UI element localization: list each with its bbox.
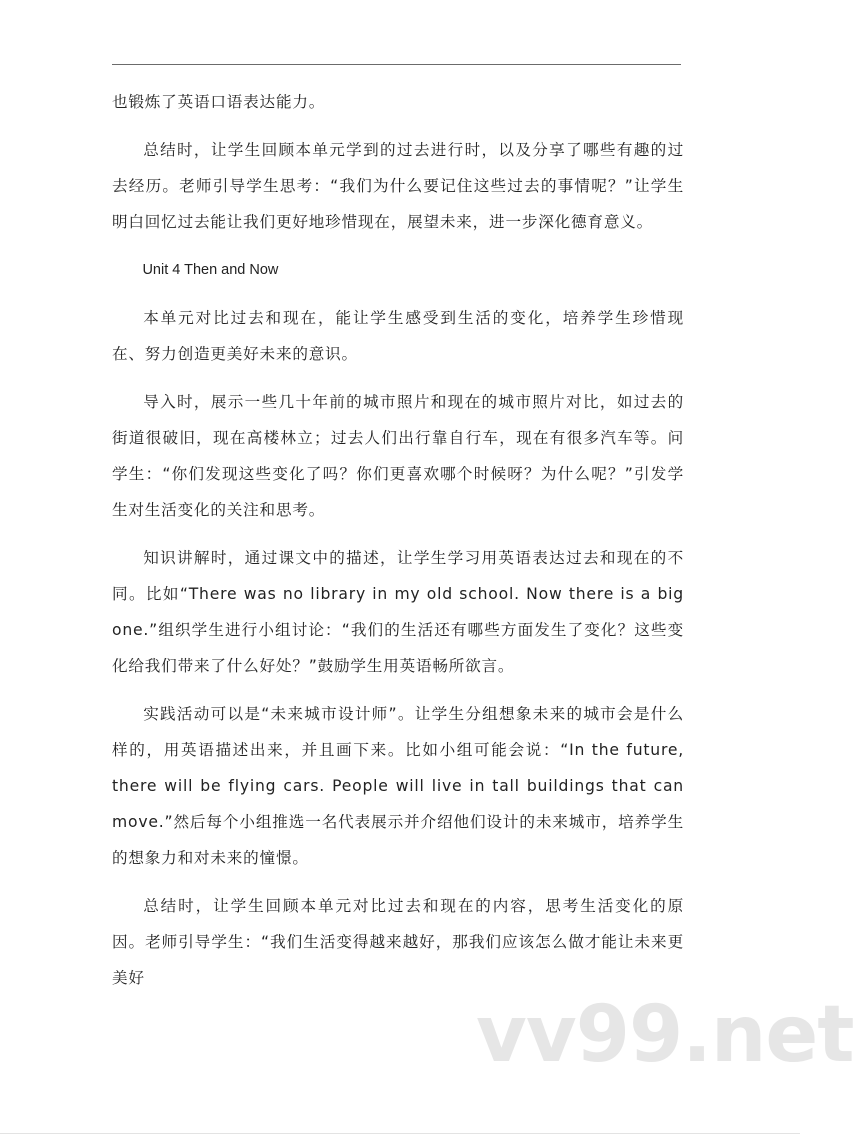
header-rule [112, 64, 681, 65]
paragraph-knowledge: 知识讲解时，通过课文中的描述，让学生学习用英语表达过去和现在的不同。比如“There was no library in my old school. Now there is a big one.”组织学生进行小组讨论：“我们的生活还有哪些方面发生了变化？这些变化给我们带来了什么好处？”鼓励学生用英语畅所欲言。 [112, 549, 684, 675]
unit-heading: Unit 4 Then and Now [142, 262, 279, 278]
paragraph-unit4-intro: 本单元对比过去和现在，能让学生感受到生活的变化，培养学生珍惜现在、努力创造更美好未来的意识。 [112, 309, 684, 363]
document-body [112, 84, 684, 1008]
paragraph-continuation: 也锻炼了英语口语表达能力。 [112, 93, 326, 111]
paragraph-lead-in: 导入时，展示一些几十年前的城市照片和现在的城市照片对比，如过去的街道很破旧，现在高楼林立；过去人们出行靠自行车，现在有很多汽车等。问学生：“你们发现这些变化了吗？你们更喜欢哪个时候呀？为什么呢？”引发学生对生活变化的关注和思考。 [112, 393, 684, 519]
page-bottom-edge [0, 1133, 800, 1134]
paragraph-unit4-summary: 总结时，让学生回顾本单元对比过去和现在的内容，思考生活变化的原因。老师引导学生：“我们生活变得越来越好，那我们应该怎么做才能让未来更美好 [112, 897, 684, 987]
paragraph-practice-activity: 实践活动可以是“未来城市设计师”。让学生分组想象未来的城市会是什么样的，用英语描述出来，并且画下来。比如小组可能会说：“In the future, there will be flying cars. People will live in tall buildings that can move.”然后每个小组推选一名代表展示并介绍他们设计的未来城市，培养学生的想象力和对未来的憧憬。 [112, 705, 684, 867]
paragraph-unit3-summary: 总结时，让学生回顾本单元学到的过去进行时，以及分享了哪些有趣的过去经历。老师引导学生思考：“我们为什么要记住这些过去的事情呢？”让学生明白回忆过去能让我们更好地珍惜现在，展望未来，进一步深化德育意义。 [112, 141, 684, 231]
site-watermark: vv99.net [476, 990, 854, 1080]
